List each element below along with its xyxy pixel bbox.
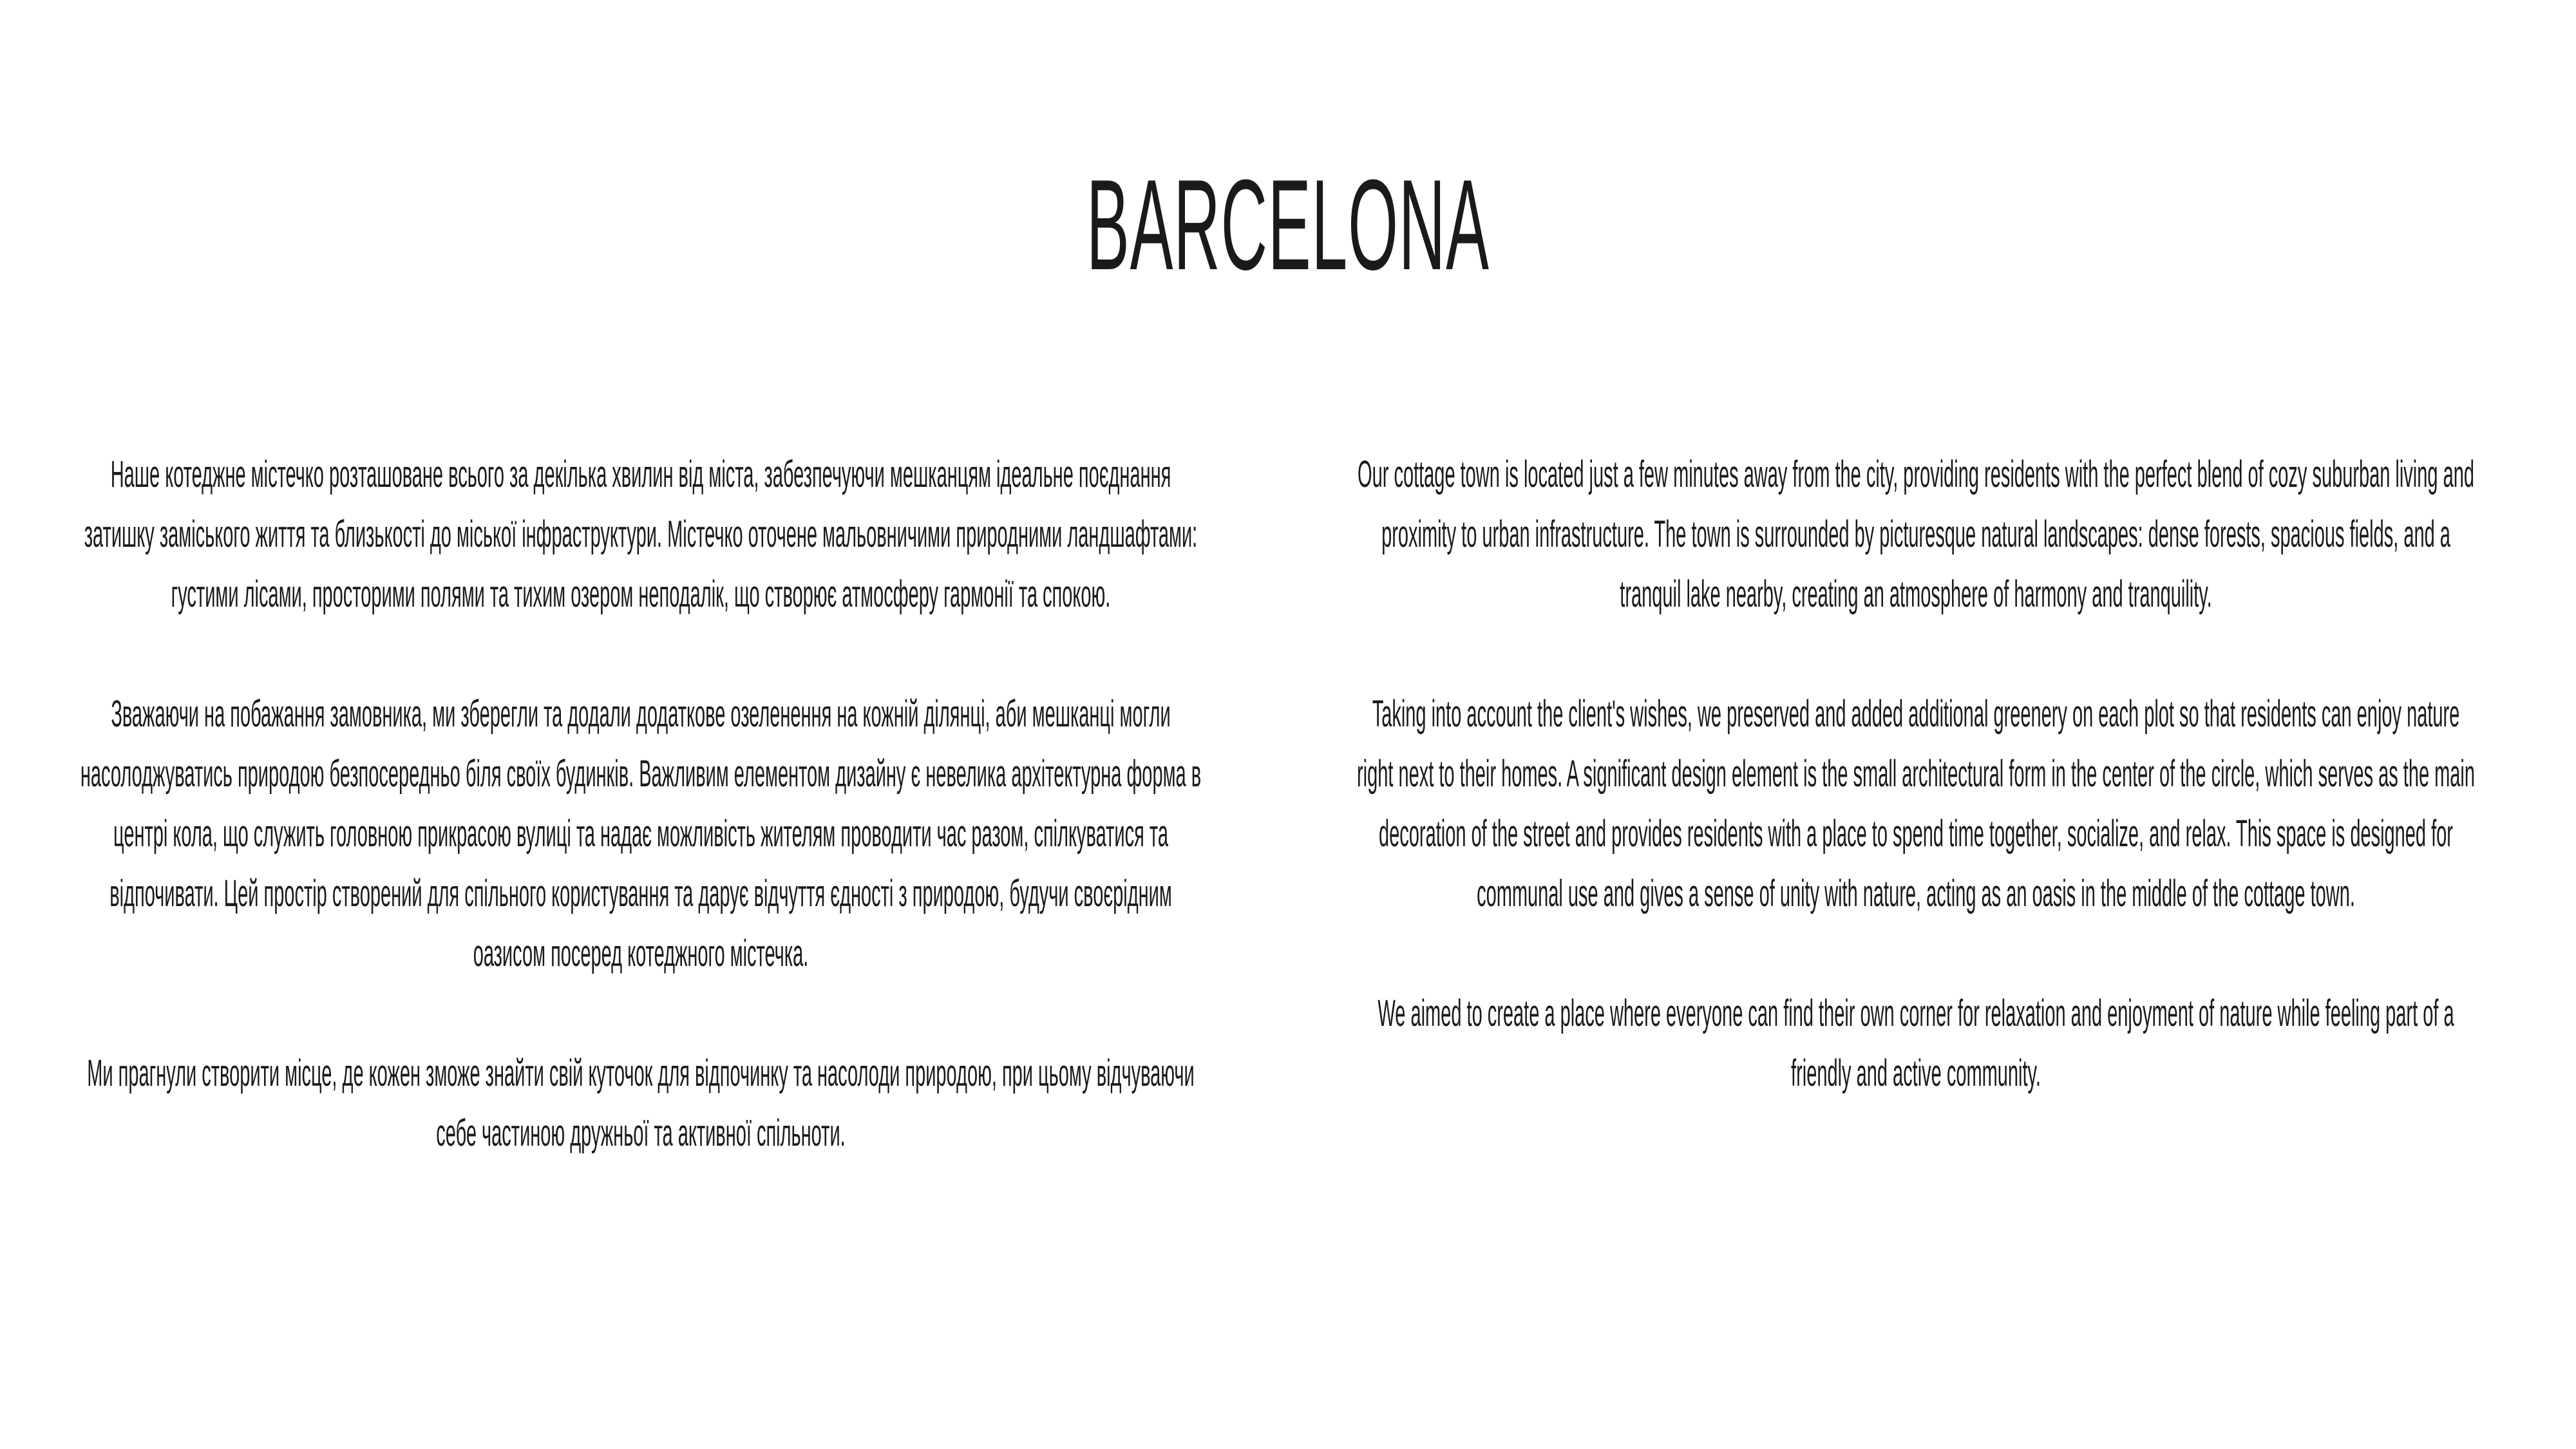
english-paragraph-1: Our cottage town is located just a few minutes away from the city, providing residents with the perfect blend of cozy suburban living and proximity to urban infrastructure. The town is surrounded by picturesque natural landscapes: dense forests, spacious fields, and a tranquil lake nearby, creating an atmosphere of harmony and tranquility.	[1358, 453, 2474, 615]
ukrainian-paragraph-2: Зважаючи на побажання замовника, ми зберегли та додали додаткове озеленення на кожній ділянці, аби мешканці могли насолоджуватись природою безпосередньо біля своїх будинків. Важливим елементом дизайну є невелика архітектурна форма в центрі кола, що служить головною прикрасою вулиці та надає можливість жителям проводити час разом, спілкуватися та відпочивати. Цей простір створений для спільного користування та дарує відчуття єдності з природою, будучи своєрідним оазисом посеред котеджного містечка.	[80, 693, 1202, 974]
english-paragraph-2: Taking into account the client's wishes, we preserved and added additional greenery on each plot so that residents can enjoy nature right next to their homes. A significant design element is the small architectural form in the center of the circle, which serves as the main decoration of the street and provides residents with a place to spend time together, socialize, and relax. This space is designed for communal use and gives a sense of unity with nature, acting as an oasis in the middle of the cottage town.	[1357, 693, 2475, 914]
ukrainian-paragraph-3: Ми прагнули створити місце, де кожен зможе знайти свій куточок для відпочинку та насолоди природою, при цьому відчуваючи себе частиною дружньої та активної спільноти.	[87, 1052, 1195, 1154]
ukrainian-text-column	[77, 444, 1236, 1163]
page-title: BARCELONA	[1086, 153, 1490, 297]
ukrainian-paragraph-1: Наше котеджне містечко розташоване всього за декілька хвилин від міста, забезпечуючи мешканцям ідеальне поєднання затишку заміського життя та близькості до міської інфраструктури. Містечко оточене мальовничими природними ландшафтами: густими лісами, просторими полями та тихим озером неподалік, що створює атмосферу гармонії та спокою.	[84, 453, 1198, 615]
english-text-column	[1352, 444, 2512, 1103]
english-paragraph-3: We aimed to create a place where everyone can find their own corner for relaxation and enjoyment of nature while feeling part of a friendly and active community.	[1378, 992, 2454, 1094]
